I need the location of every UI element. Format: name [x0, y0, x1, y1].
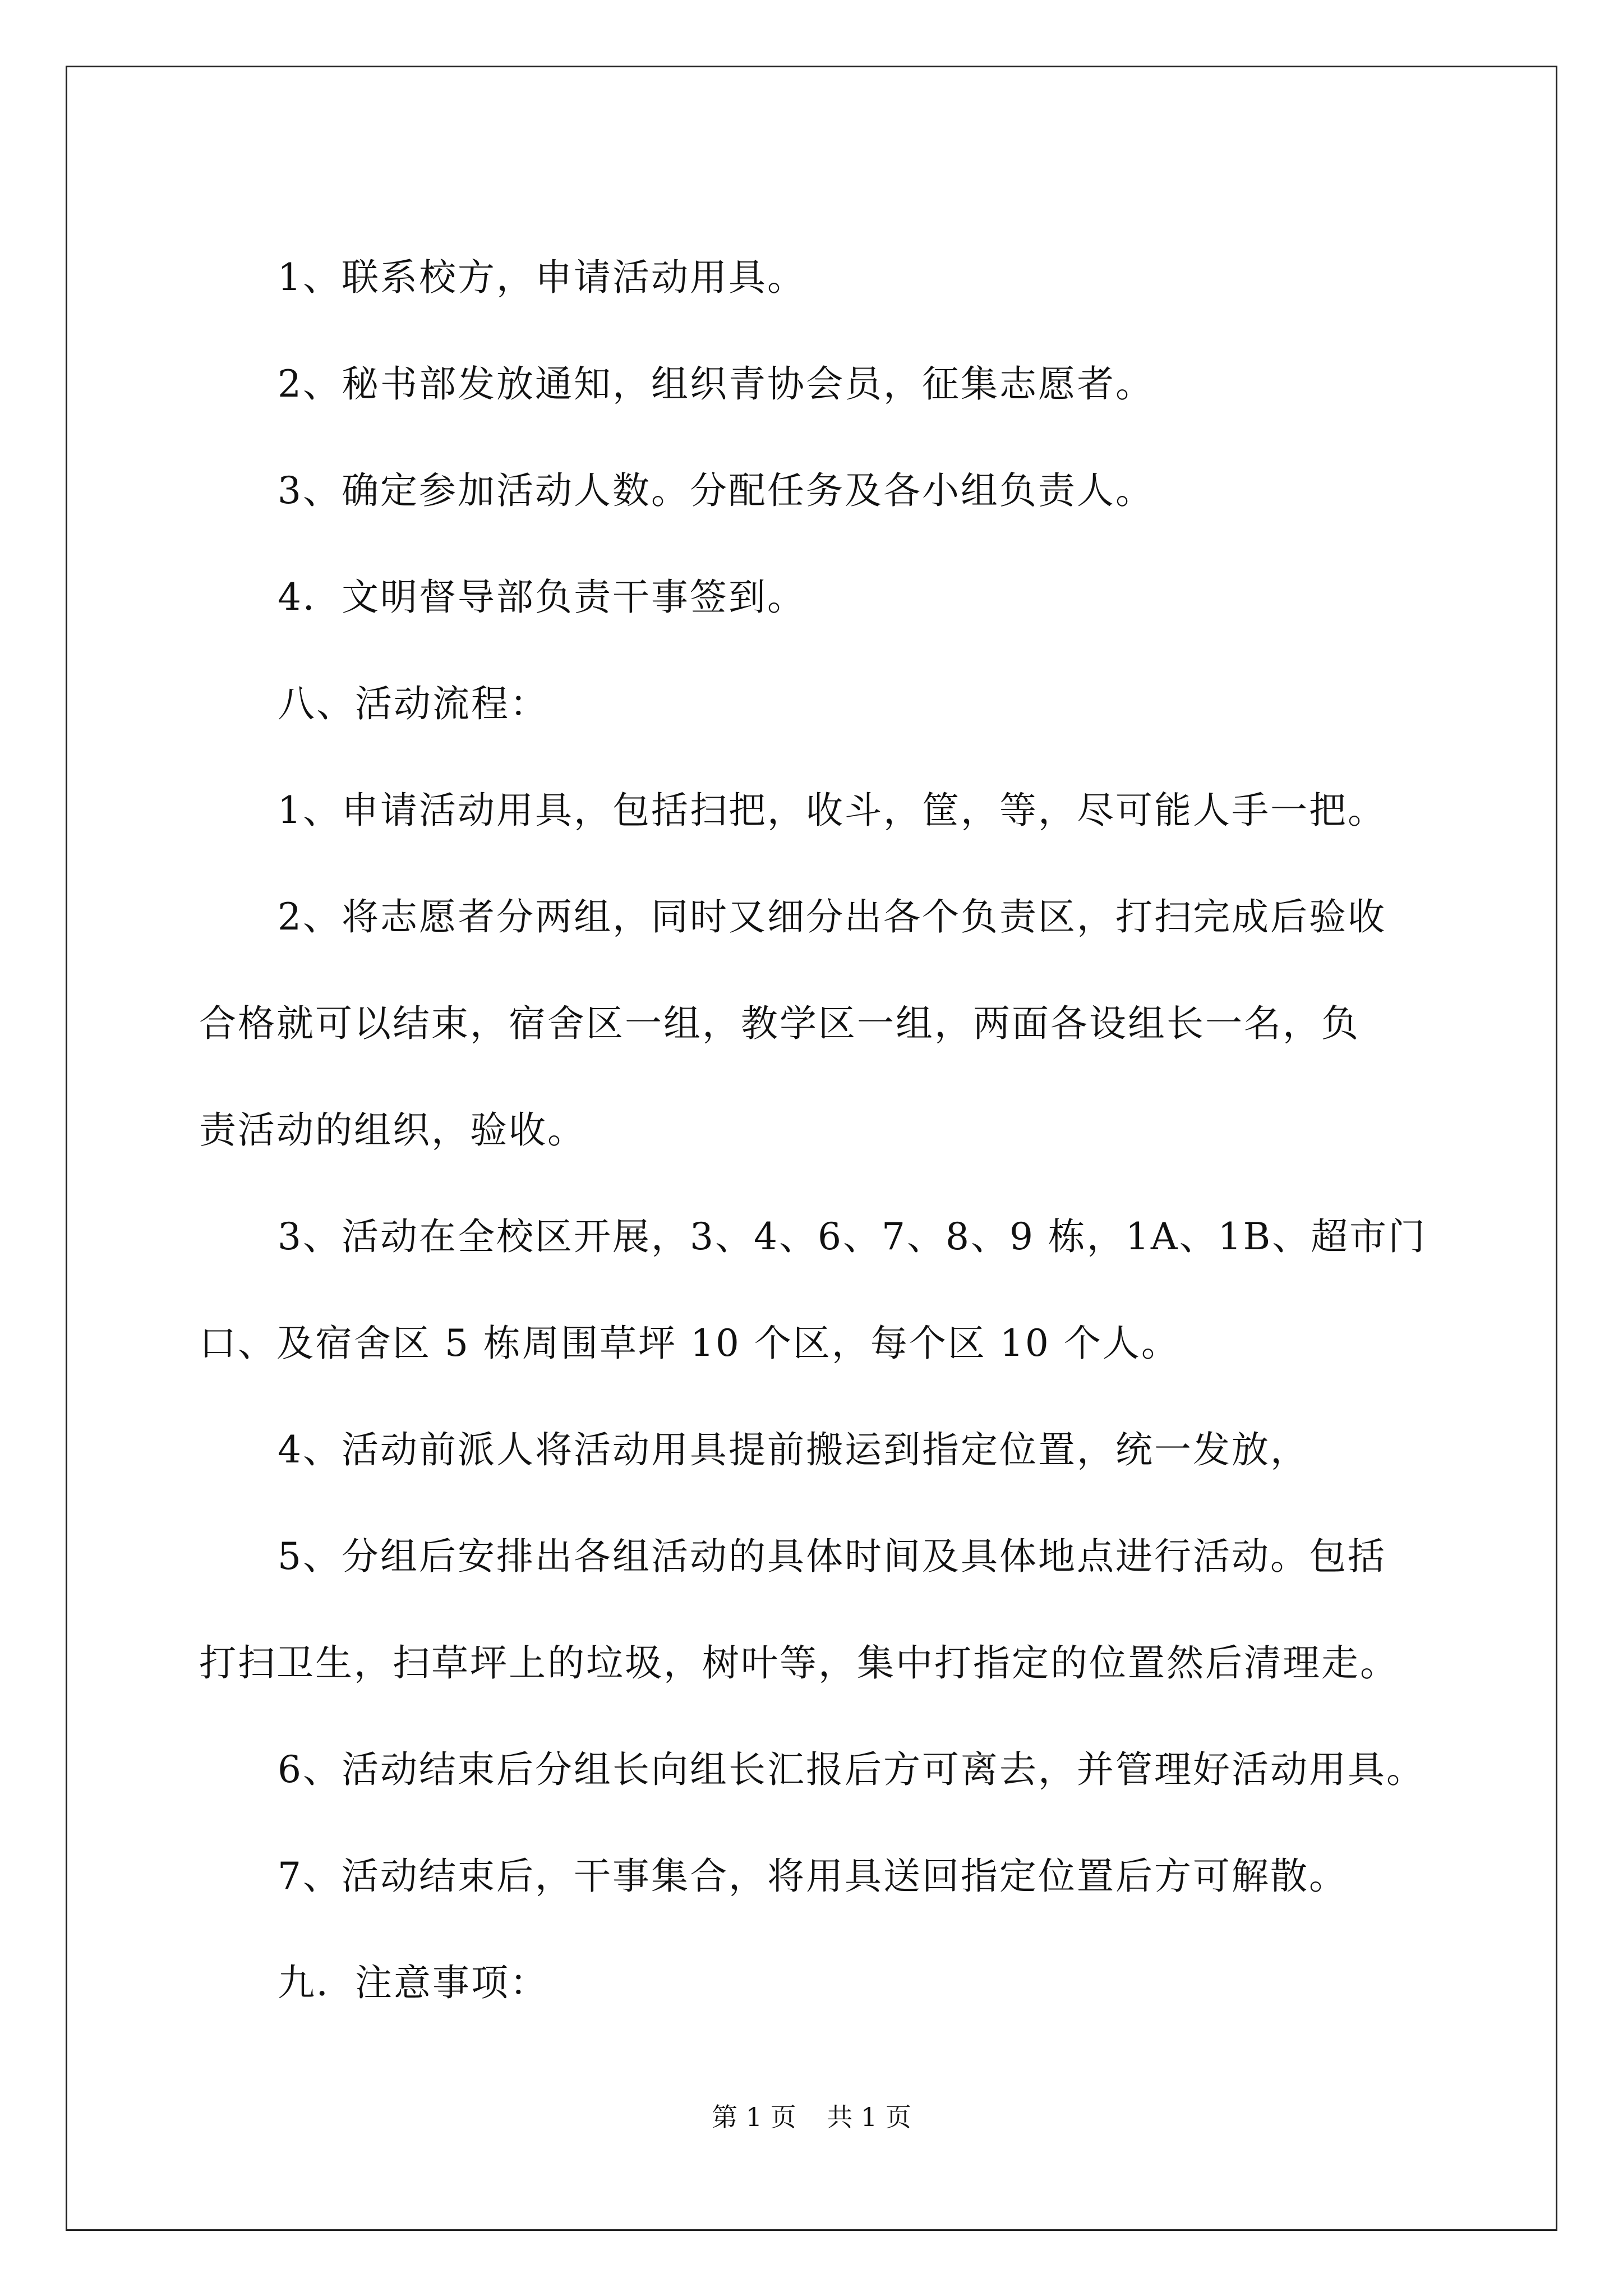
paragraph-continuation: 责活动的组织，验收。	[199, 1108, 586, 1152]
paragraph: 4．文明督导部负责干事签到。	[278, 576, 806, 619]
paragraph: 3、活动在全校区开展，3、4、6、7、8、9 栋，1A、1B、超市门	[278, 1215, 1427, 1258]
section-heading: 九．注意事项：	[278, 1961, 548, 2004]
document-body	[199, 224, 1478, 2036]
section-heading: 八、活动流程：	[278, 682, 548, 725]
paragraph: 2、秘书部发放通知，组织青协会员，征集志愿者。	[278, 362, 1154, 406]
paragraph-continuation: 合格就可以结束，宿舍区一组，教学区一组，两面各设组长一名，负	[199, 1002, 1360, 1045]
page-total: 共 1 页	[827, 2102, 911, 2132]
paragraph: 6、活动结束后分组长向组长汇报后方可离去，并管理好活动用具。	[278, 1748, 1425, 1791]
paragraph-continuation: 口、及宿舍区 5 栋周围草坪 10 个区，每个区 10 个人。	[199, 1322, 1180, 1365]
page-number: 第 1 页	[712, 2102, 796, 2132]
paragraph-continuation: 打扫卫生，扫草坪上的垃圾，树叶等，集中打指定的位置然后清理走。	[199, 1641, 1399, 1685]
paragraph: 1、联系校方，申请活动用具。	[278, 256, 806, 299]
paragraph: 3、确定参加活动人数。分配任务及各小组负责人。	[278, 469, 1154, 512]
page-footer	[0, 2100, 1623, 2134]
paragraph: 1、申请活动用具，包括扫把，收斗，筐，等，尽可能人手一把。	[278, 789, 1386, 832]
paragraph: 2、将志愿者分两组，同时又细分出各个负责区，打扫完成后验收	[278, 895, 1386, 938]
paragraph: 4、活动前派人将活动用具提前搬运到指定位置，统一发放，	[278, 1428, 1309, 1471]
paragraph: 7、活动结束后，干事集合，将用具送回指定位置后方可解散。	[278, 1855, 1348, 1898]
paragraph: 5、分组后安排出各组活动的具体时间及具体地点进行活动。包括	[278, 1535, 1386, 1578]
